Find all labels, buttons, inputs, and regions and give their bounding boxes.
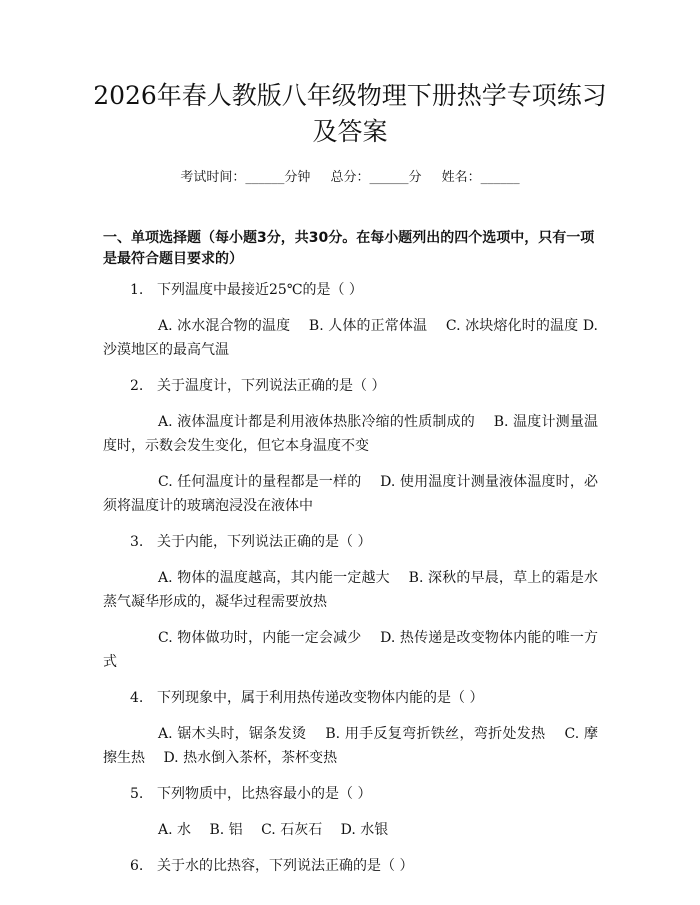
option-line: A. 液体温度计都是利用液体热胀冷缩的性质制成的 B. 温度计测量温度时，示数会发生变化，但它本身温度不变 — [103, 414, 598, 454]
question-number: 3. — [130, 534, 144, 550]
question-3 — [103, 530, 598, 674]
question-stem: 下列物质中，比热容最小的是（ ） — [157, 786, 372, 802]
question-number: 1. — [130, 282, 144, 298]
option-line: A. 水 B. 铝 C. 石灰石 D. 水银 — [158, 822, 389, 838]
question-number: 2. — [130, 378, 144, 394]
questions-list — [103, 278, 598, 890]
student-name: 姓名：______ — [441, 170, 520, 185]
option-line: C. 物体做功时，内能一定会减少 D. 热传递是改变物体内能的唯一方式 — [103, 630, 598, 670]
question-stem: 关于水的比热容，下列说法正确的是（ ） — [157, 858, 414, 874]
question-1 — [103, 278, 598, 362]
question-4 — [103, 686, 598, 770]
option-line: A. 锯木头时，锯条发烫 B. 用手反复弯折铁丝，弯折处发热 C. 摩擦生热 D. 热水倒入茶杯，茶杯变热 — [103, 726, 598, 766]
question-5 — [103, 782, 598, 842]
question-2 — [103, 374, 598, 518]
exam-meta — [0, 168, 700, 188]
question-stem: 下列温度中最接近25℃的是（ ） — [157, 282, 363, 298]
option-line: C. 任何温度计的量程都是一样的 D. 使用温度计测量液体温度时，必须将温度计的玻璃泡浸没在液体中 — [103, 474, 598, 514]
question-stem: 关于内能，下列说法正确的是（ ） — [157, 534, 372, 550]
document-title: 2026年春人教版八年级物理下册热学专项练习及答案 — [93, 81, 607, 146]
question-6 — [103, 854, 598, 878]
section-heading: 一、单项选择题（每小题3分，共30分。在每小题列出的四个选项中，只有一项是最符合题目要求的） — [103, 230, 595, 267]
question-number: 6. — [130, 858, 144, 874]
question-number: 4. — [130, 690, 144, 706]
exam-score: 总分：______分 — [330, 170, 422, 185]
option-line: A. 冰水混合物的温度 B. 人体的正常体温 C. 冰块熔化时的温度 D. 沙漠地区的最高气温 — [103, 318, 598, 358]
option-line: A. 物体的温度越高，其内能一定越大 B. 深秋的早晨，草上的霜是水蒸气凝华形成的，凝华过程需要放热 — [103, 570, 598, 610]
exam-time: 考试时间：______分钟 — [180, 170, 311, 185]
question-stem: 下列现象中，属于利用热传递改变物体内能的是（ ） — [157, 690, 484, 706]
question-stem: 关于温度计，下列说法正确的是（ ） — [157, 378, 386, 394]
question-number: 5. — [130, 786, 144, 802]
